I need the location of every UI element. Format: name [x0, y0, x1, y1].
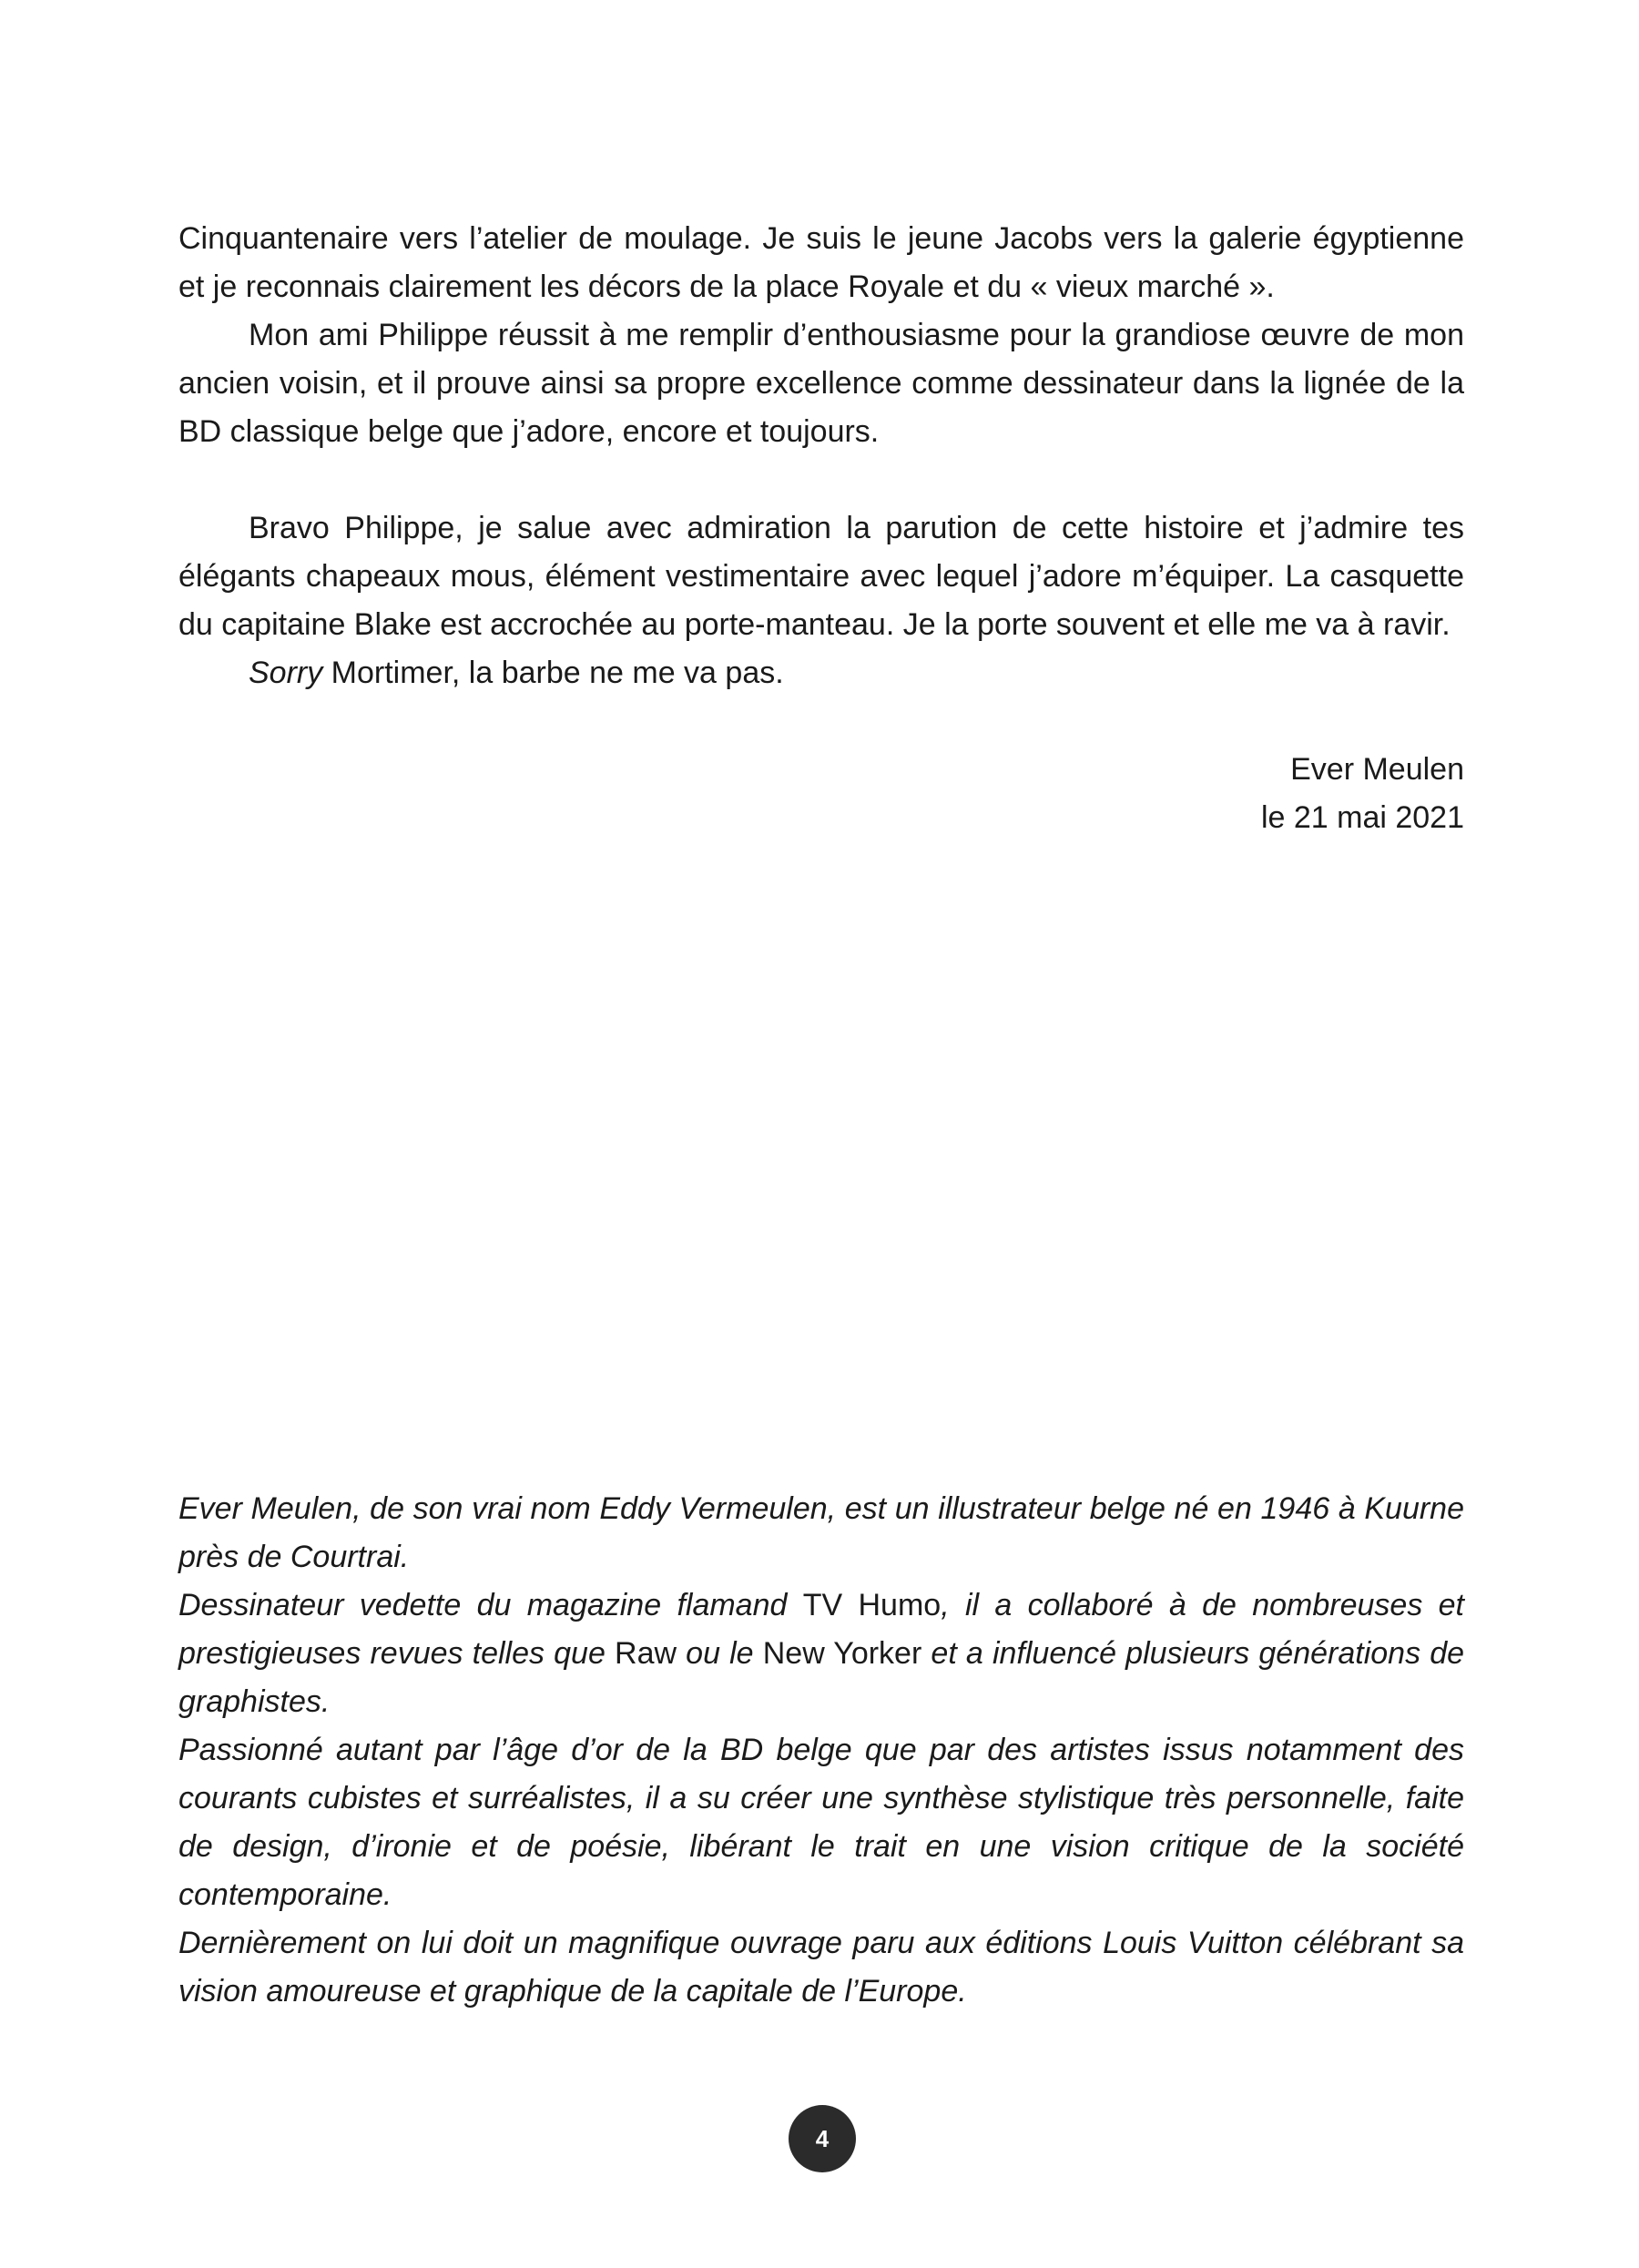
letter-paragraph-4	[178, 649, 1464, 697]
bio-paragraph-3: Passionné autant par l’âge d’or de la BD belge que par des artistes issus notamment des courants cubistes et surréalistes, il a su créer une synthèse stylistique très personnelle, faite de design, d’ironie et de poésie, libérant le trait en une vision critique de la société contemporaine.	[178, 1733, 1464, 1912]
letter-paragraph-3: Bravo Philippe, je salue avec admiration la parution de cette histoire et j’admire tes élégants chapeaux mous, élément vestimentaire avec lequel j’adore m’équiper. La casquette du capitaine Blake est accrochée au porte-manteau. Je la porte souvent et elle me va à ravir.	[178, 511, 1464, 642]
bio-paragraph-4: Dernièrement on lui doit un magnifique ouvrage paru aux éditions Louis Vuitton célébrant sa vision amoureuse et graphique de la capitale de l’Europe.	[178, 1926, 1464, 2009]
signature-block	[178, 746, 1464, 842]
magazine-name-raw: Raw	[615, 1636, 677, 1671]
bio-p2-part-a: Dessinateur vedette du magazine flamand	[178, 1588, 803, 1622]
bio-p2-part-e: ou le	[677, 1636, 763, 1671]
author-bio	[178, 1485, 1464, 2016]
letter-paragraph-4-text: Mortimer, la barbe ne me va pas.	[322, 656, 784, 690]
signature-date: le 21 mai 2021	[1260, 800, 1464, 835]
magazine-name-new-yorker: New Yorker	[762, 1636, 922, 1671]
letter-paragraph-2: Mon ami Philippe réussit à me remplir d’enthousiasme pour la grandiose œuvre de mon ancien voisin, et il prouve ainsi sa propre excellence comme dessinateur dans la lignée de la BD classique belge que j’adore, encore et toujours.	[178, 318, 1464, 449]
bio-paragraph-2	[178, 1581, 1464, 1726]
page-number-badge: 4	[789, 2105, 856, 2172]
magazine-name-tv-humo: TV Humo	[802, 1588, 942, 1622]
bio-p2-part-g: et a influencé plusieurs générations de graphistes.	[178, 1636, 1465, 1719]
letter-paragraph-1: Cinquantenaire vers l’atelier de moulage. Je suis le jeune Jacobs vers la galerie égyptienne et je reconnais clairement les décors de la place Royale et du « vieux marché ».	[178, 221, 1464, 304]
bio-paragraph-1: Ever Meulen, de son vrai nom Eddy Vermeulen, est un illustrateur belge né en 1946 à Kuurne près de Courtrai.	[178, 1491, 1464, 1574]
letter-italic-word: Sorry	[249, 656, 323, 690]
signature-name: Ever Meulen	[1290, 752, 1464, 787]
bio-p2-part-c: , il a collaboré à de nombreuses et prestigieuses revues telles que	[178, 1588, 1464, 1671]
letter-body	[178, 215, 1464, 842]
